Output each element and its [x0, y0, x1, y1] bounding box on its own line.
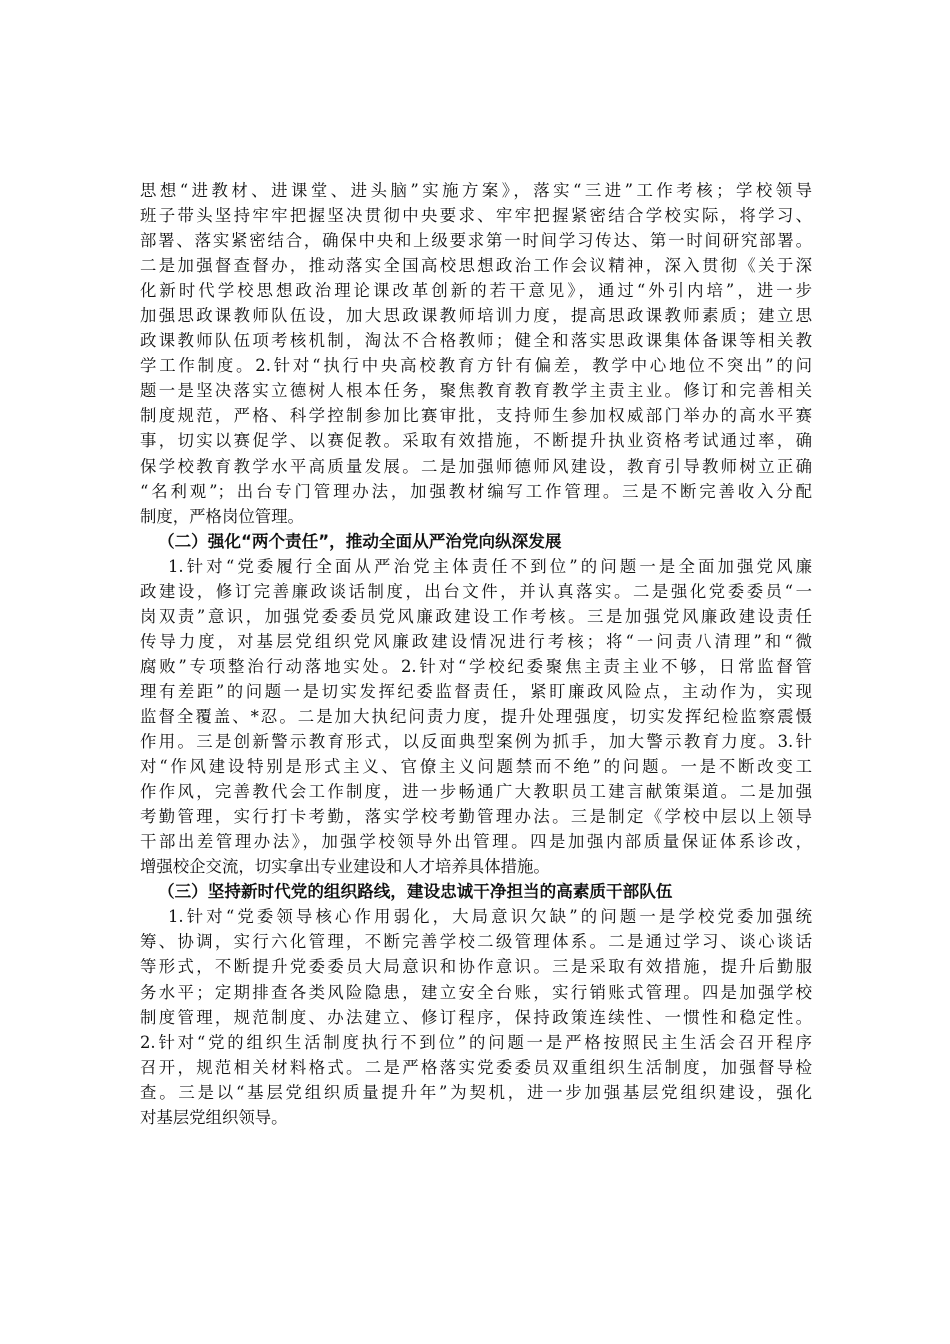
text-line: 部署、落实紧密结合，确保中央和上级要求第一时间学习传达、第一时间研究部署。: [140, 231, 812, 251]
text-line: 二是加强督查督办，推动落实全国高校思想政治工作会议精神，深入贯彻《关于深: [140, 256, 812, 276]
text-line: 制度，严格岗位管理。: [140, 506, 304, 526]
text-line: 政建设，修订完善廉政谈话制度，出台文件，并认真落实。二是强化党委委员“一: [140, 581, 812, 601]
section-heading: （三）坚持新时代党的组织路线，建设忠诚干净担当的高素质干部队伍: [158, 882, 673, 902]
text-line: 传导力度，对基层党组织党风廉政建设情况进行考核；将“一问责八清理”和“微: [140, 631, 812, 651]
text-line: 思想“进教材、进课堂、进头脑”实施方案》，落实“三进”工作考核；学校领导: [140, 181, 812, 200]
text-line: 务水平；定期排查各类风险隐患，建立安全台账，实行销账式管理。四是加强学校: [140, 982, 812, 1002]
text-line: 1.针对“党委履行全面从严治党主体责任不到位”的问题一是全面加强党风廉: [168, 556, 812, 576]
text-line: 1.针对“党委领导核心作用弱化，大局意识欠缺”的问题一是学校党委加强统: [168, 907, 812, 927]
text-line: 制度规范，严格、科学控制参加比赛审批，支持师生参加权威部门举办的高水平赛: [140, 406, 812, 426]
text-line: 等形式，不断提升党委委员大局意识和协作意识。三是采取有效措施，提升后勤服: [140, 957, 812, 977]
text-line: 制度管理，规范制度、办法建立、修订程序，保持政策连续性、一惯性和稳定性。: [140, 1007, 812, 1027]
text-line: 查。三是以“基层党组织质量提升年”为契机，进一步加强基层党组织建设，强化: [140, 1082, 812, 1102]
text-line: 监督全覆盖、*忍。二是加大执纪问责力度，提升处理强度，切实发挥纪检监察震慑: [140, 706, 812, 726]
text-line: 对“作风建设特别是形式主义、官僚主义问题禁而不绝”的问题。一是不断改变工: [140, 757, 812, 777]
text-line: 岗双责”意识，加强党委委员党风廉政建设工作考核。三是加强党风廉政建设责任: [140, 606, 812, 626]
text-line: 学工作制度。2.针对“执行中央高校教育方针有偏差，教学中心地位不突出”的问: [140, 356, 812, 376]
text-line: 保学校教育教学水平高质量发展。二是加强师德师风建设，教育引导教师树立正确: [140, 456, 812, 476]
text-line: 召开，规范相关材料格式。二是严格落实党委委员双重组织生活制度，加强督导检: [140, 1057, 812, 1077]
text-line: 对基层党组织领导。: [140, 1107, 288, 1127]
section-heading: （二）强化“两个责任”，推动全面从严治党向纵深发展: [158, 531, 562, 551]
text-line: 化新时代学校思想政治理论课改革创新的若干意见》，通过“外引内培”，进一步: [140, 281, 812, 301]
text-line: 政课教师队伍项考核机制，淘汰不合格教师；健全和落实思政课集体备课等相关教: [140, 331, 812, 351]
text-line: 班子带头坚持牢牢把握坚决贯彻中央要求、牢牢把握紧密结合学校实际，将学习、: [140, 206, 812, 226]
text-line: 干部出差管理办法》，加强学校领导外出管理。四是加强内部质量保证体系诊改，: [140, 832, 812, 852]
text-line: 题一是坚决落实立德树人根本任务，聚焦教育教育教学主责主业。修订和完善相关: [140, 381, 812, 401]
text-line: 腐败”专项整治行动落地实处。2.针对“学校纪委聚焦主责主业不够，日常监督管: [140, 656, 812, 676]
text-line: 考勤管理，实行打卡考勤，落实学校考勤管理办法。三是制定《学校中层以上领导: [140, 807, 812, 827]
text-line: 增强校企交流，切实拿出专业建设和人才培养具体措施。: [140, 857, 550, 877]
text-line: 筹、协调，实行六化管理，不断完善学校二级管理体系。二是通过学习、谈心谈话: [140, 932, 812, 952]
text-line: 事，切实以赛促学、以赛促教。采取有效措施，不断提升执业资格考试通过率，确: [140, 431, 812, 451]
text-line: 2.针对“党的组织生活制度执行不到位”的问题一是严格按照民主生活会召开程序: [140, 1032, 812, 1052]
text-line: 作作风，完善教代会工作制度，进一步畅通广大教职员工建言献策渠道。二是加强: [140, 782, 812, 802]
text-line: 作用。三是创新警示教育形式，以反面典型案例为抓手，加大警示教育力度。3.针: [140, 732, 812, 752]
text-line: 加强思政课教师队伍设，加大思政课教师培训力度，提高思政课教师素质；建立思: [140, 306, 812, 326]
text-line: 理有差距”的问题一是切实发挥纪委监督责任，紧盯廉政风险点，主动作为，实现: [140, 681, 812, 701]
text-line: “名利观”；出台专门管理办法，加强教材编写工作管理。三是不断完善收入分配: [140, 481, 812, 501]
document-body: [140, 178, 812, 1130]
